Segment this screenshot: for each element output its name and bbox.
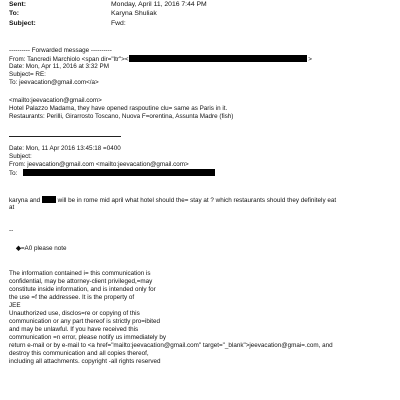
- forward-from-suffix: >: [308, 56, 312, 63]
- disclaimer-line: including all attachments. copyright -all rights reserved: [9, 358, 161, 365]
- reply-restaurants: Restaurants: Perilli, Girarrosto Toscano, Nuova F=orentina, Assunta Madre (fish): [9, 113, 234, 120]
- signature-dashes: --: [9, 227, 14, 234]
- note-line: [16, 245, 67, 253]
- reply-mailto: <mailto:jeevacation@gmail.com>: [9, 97, 102, 104]
- original-body-line1: [9, 196, 336, 205]
- disclaimer-line: The information contained i= this communication is: [9, 270, 151, 277]
- disclaimer-line: communication =n error, please notify us immediately by: [9, 334, 166, 341]
- reply-hotel: Hotel Palazzo Madama, they have opened raspoutine clu= same as Paris in it.: [9, 105, 228, 112]
- forward-separator: ---------- Forwarded message ----------: [9, 47, 112, 54]
- disclaimer-line: return e-mail or by e-mail to <a href="mailto:jeevacation@gmail.com" target="_blank">jeevacation@gmai=.com, and: [9, 342, 333, 349]
- to-row: [9, 10, 389, 20]
- to-value: Karyna Shuliak: [111, 10, 157, 18]
- subject-row: [9, 19, 389, 29]
- original-to-label: To:: [9, 170, 18, 177]
- sent-row: [9, 0, 389, 10]
- original-body-line2: at: [9, 204, 15, 211]
- body-text-rest: will be in rome mid april what hotel should the= stay at ? which restaurants should they definitely eat: [57, 197, 337, 204]
- disclaimer-line: constitute inside information, and is intended only for: [9, 286, 156, 293]
- diamond-icon: ◆: [16, 245, 21, 252]
- body-text-start: karyna and: [9, 197, 41, 204]
- redacted-block: [129, 55, 307, 62]
- forward-from-text: From: Tancredi Marchiolo <span dir="ltr"><: [9, 56, 129, 63]
- disclaimer-line: confidential, may be attorney-client privileged,=may: [9, 278, 153, 285]
- forward-date: Date: Mon, Apr 11, 2016 at 3:32 PM: [9, 63, 109, 70]
- original-from: From: jeevacation@gmail.com <mailto:jeevacation@gmail.com>: [9, 161, 189, 168]
- divider-rule: [9, 136, 121, 137]
- disclaimer-line: and may be unlawful. If you have received this: [9, 326, 139, 333]
- email-header: [9, 0, 389, 29]
- forward-to: To: jeevacation@gmail.com</a>: [9, 79, 99, 86]
- original-date: Date: Mon, 11 Apr 2016 13:45:18 =0400: [9, 145, 121, 152]
- disclaimer-line: destroy this communication and all copies thereof,: [9, 350, 149, 357]
- sent-label: Sent:: [9, 0, 26, 8]
- disclaimer-line: Unauthorized use, disclos=re or copying of this: [9, 310, 140, 317]
- forward-subject: Subject= RE:: [9, 71, 46, 78]
- subject-value: Fwd:: [111, 19, 126, 27]
- original-to-line: [9, 169, 215, 178]
- subject-label: Subject:: [9, 19, 36, 27]
- disclaimer-line: the use =f the addressee. It is the property of: [9, 294, 135, 301]
- to-label: To:: [9, 10, 20, 18]
- redacted-block: [42, 196, 56, 203]
- disclaimer-line: communication or any part thereof is strictly pro=ibited: [9, 318, 161, 325]
- sent-value: Monday, April 11, 2016 7:44 PM: [111, 0, 207, 8]
- original-subject: Subject:: [9, 153, 32, 160]
- note-text: =A0 please note: [20, 245, 67, 252]
- redacted-block: [23, 169, 215, 176]
- disclaimer-line: JEE: [9, 302, 21, 309]
